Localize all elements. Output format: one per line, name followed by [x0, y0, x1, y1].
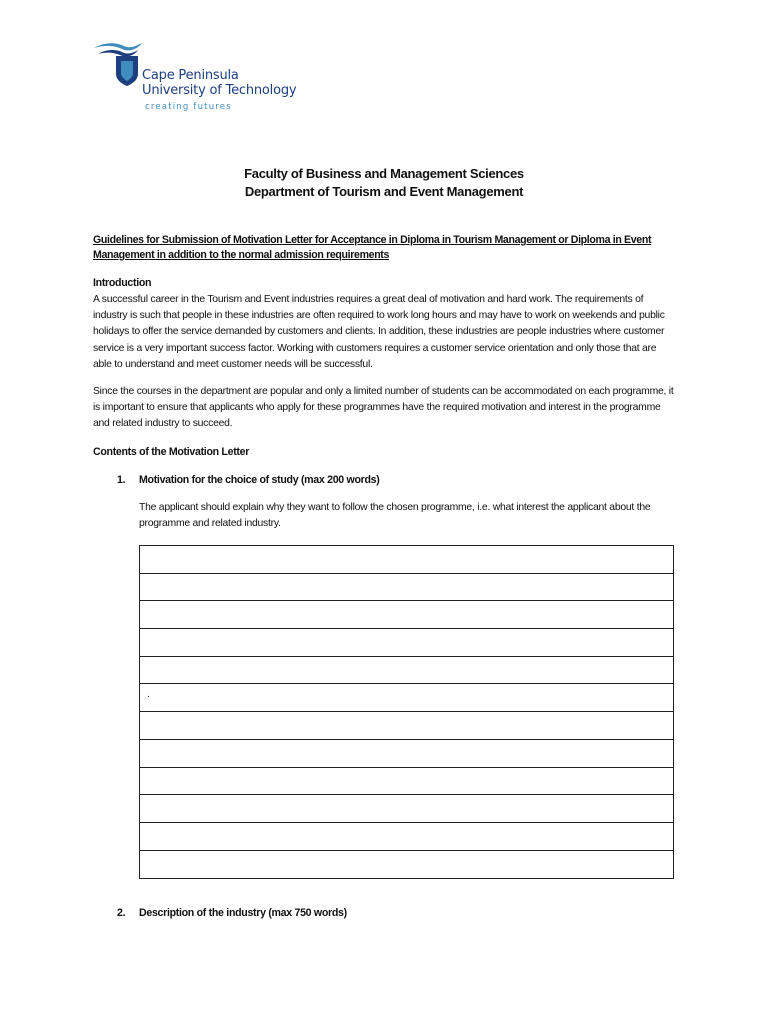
contents-item-1-description: The applicant should explain why they want to follow the chosen programme, i.e. what interest the applicant about the programme and related industry.: [139, 502, 651, 530]
university-logo: [92, 40, 312, 120]
answer-line[interactable]: .: [140, 684, 673, 712]
answer-line[interactable]: [140, 768, 673, 796]
answer-line[interactable]: [140, 574, 673, 602]
department-title: Department of Tourism and Event Management: [244, 184, 524, 199]
answer-line[interactable]: [140, 823, 673, 851]
answer-line[interactable]: [140, 629, 673, 657]
logo-tagline: creating futures: [145, 102, 232, 112]
motivation-answer-box[interactable]: [139, 545, 674, 879]
answer-line[interactable]: [140, 740, 673, 768]
answer-line[interactable]: [140, 851, 673, 879]
item-number: 2.: [117, 907, 126, 919]
contents-item-2: [117, 907, 347, 919]
item-title: Motivation for the choice of study (max 200 words): [139, 474, 380, 486]
answer-line[interactable]: [140, 712, 673, 740]
answer-line[interactable]: [140, 795, 673, 823]
faculty-title: Faculty of Business and Management Sciences: [244, 166, 524, 181]
logo-name-line1: Cape Peninsula: [142, 68, 239, 83]
introduction-paragraph-1: A successful career in the Tourism and Event industries requires a great deal of motivation and hard work. The requirements of industry is such that people in these industries are often required to work long hours and may have to work on weekends and public holidays to offer the service demanded by customers and clients. In addition, these industries are people industries where customer service is a very important success factor. Working with customers requires a customer service orientation and only those that are able to understand and meet customer needs will be successful.: [93, 294, 665, 370]
logo-name-line2: University of Technology: [142, 83, 297, 98]
item-number: 1.: [117, 474, 126, 486]
contents-item-1: [117, 474, 379, 486]
item-title: Description of the industry (max 750 words): [139, 907, 347, 919]
answer-line[interactable]: [140, 546, 673, 574]
answer-line[interactable]: [140, 657, 673, 685]
logo-wave-emblem-icon: [92, 40, 148, 90]
answer-line[interactable]: [140, 601, 673, 629]
contents-heading: Contents of the Motivation Letter: [93, 446, 250, 458]
guideline-title: Guidelines for Submission of Motivation Letter for Acceptance in Diploma in Tourism Management or Diploma in Event Management in addition to the normal admission requirements: [93, 234, 652, 261]
document-headings: [0, 165, 768, 201]
introduction-paragraph-2: Since the courses in the department are popular and only a limited number of students can be accommodated on each programme, it is important to ensure that applicants who apply for these programmes have the required motivation and interest in the programme and related industry to succeed.: [93, 386, 674, 430]
introduction-heading: Introduction: [93, 277, 152, 289]
